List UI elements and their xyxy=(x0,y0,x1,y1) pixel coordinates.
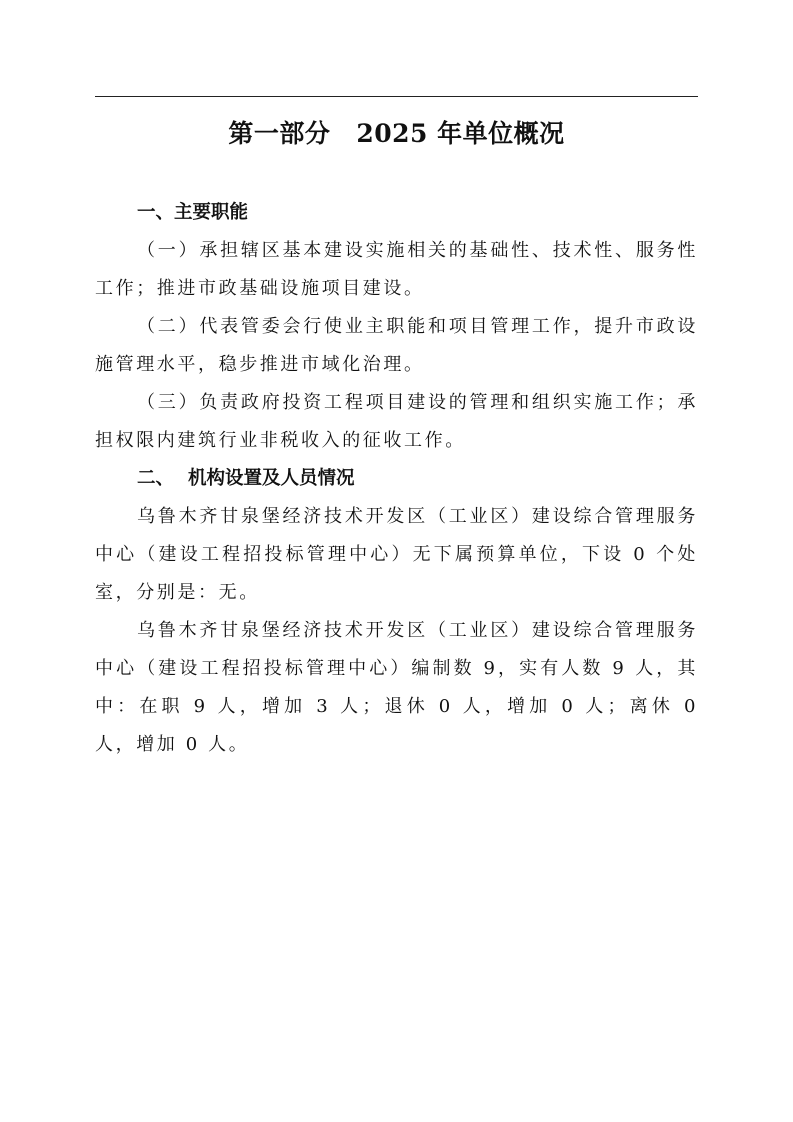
paragraph-function-2: （二）代表管委会行使业主职能和项目管理工作，提升市政设施管理水平，稳步推进市域化治理。 xyxy=(95,316,698,375)
section-heading-functions: 一、主要职能 xyxy=(137,202,249,223)
title-part: 第一部分 xyxy=(228,119,331,148)
paragraph-organization-1: 乌鲁木齐甘泉堡经济技术开发区（工业区）建设综合管理服务中心（建设工程招投标管理中心）无下属预算单位，下设 0 个处室，分别是：无。 xyxy=(95,506,698,603)
page-title xyxy=(95,114,698,154)
header-rule xyxy=(95,96,698,97)
section-heading-number: 二、 xyxy=(137,468,175,489)
title-text: 2025 年单位概况 xyxy=(356,119,565,148)
paragraph-function-3: （三）负责政府投资工程项目建设的管理和组织实施工作；承担权限内建筑行业非税收入的征收工作。 xyxy=(95,392,698,451)
document-body xyxy=(95,194,698,764)
section-heading-organization xyxy=(95,460,698,498)
paragraph-organization-2: 乌鲁木齐甘泉堡经济技术开发区（工业区）建设综合管理服务中心（建设工程招投标管理中心）编制数 9，实有人数 9 人，其中：在职 9 人，增加 3 人；退休 0 人，增加 0 人；离休 0 人，增加 0 人。 xyxy=(95,620,698,755)
paragraph-function-1: （一）承担辖区基本建设实施相关的基础性、技术性、服务性工作；推进市政基础设施项目建设。 xyxy=(95,240,698,299)
section-heading-text: 机构设置及人员情况 xyxy=(188,468,355,489)
